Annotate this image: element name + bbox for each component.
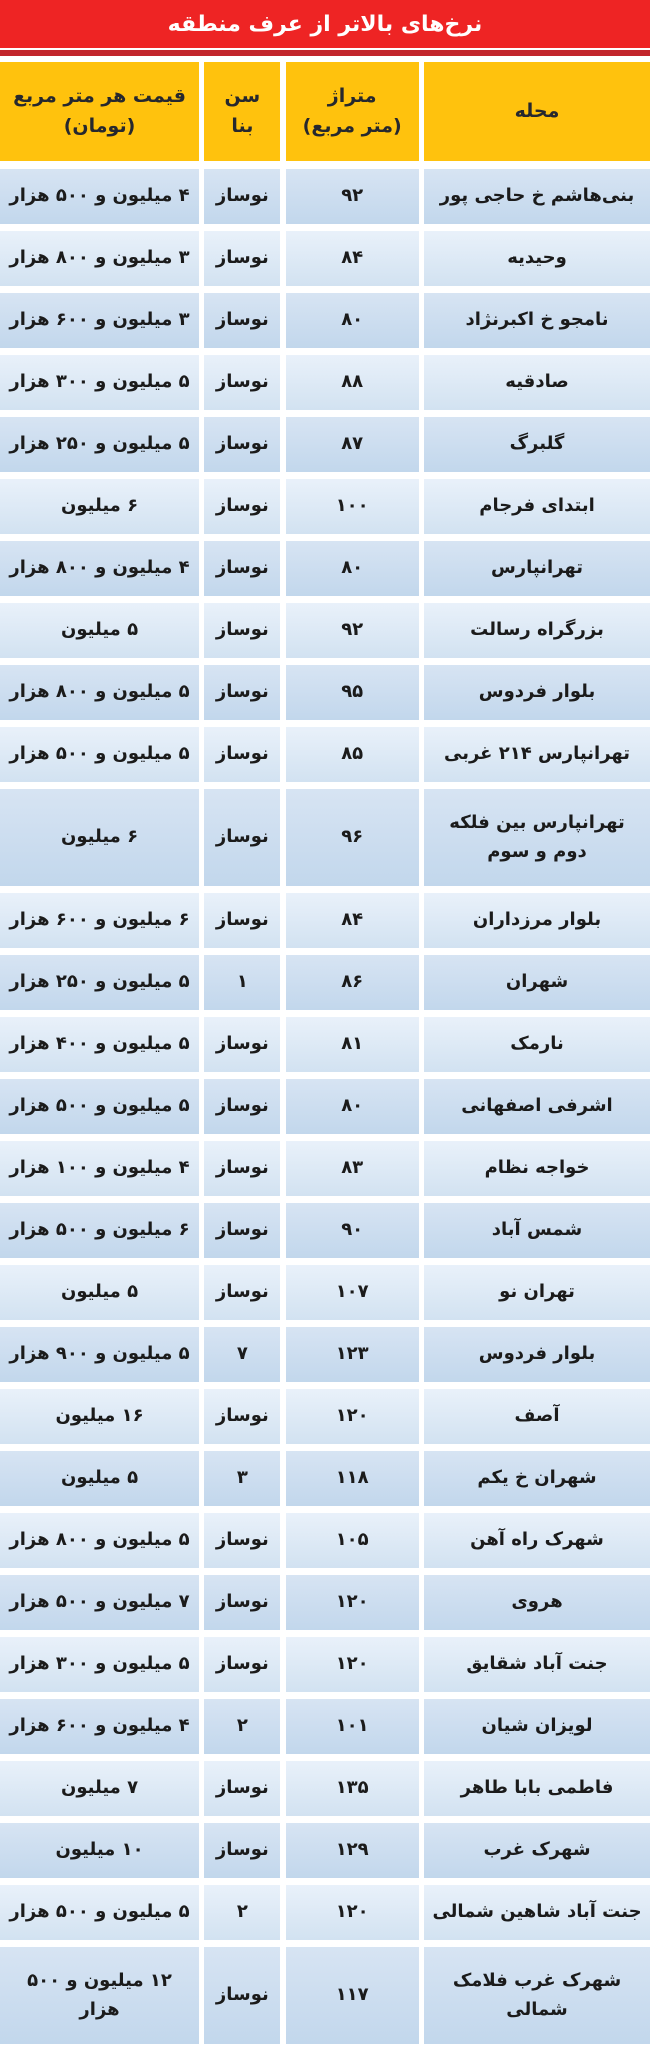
cell-price: ۳ میلیون و ۶۰۰ هزار: [0, 293, 199, 348]
table-row: [0, 665, 650, 720]
cell-price: ۱۰ میلیون: [0, 1823, 199, 1878]
cell-price: ۵ میلیون و ۸۰۰ هزار: [0, 665, 199, 720]
cell-area: ۹۶: [286, 789, 419, 886]
cell-building-age: نوساز: [204, 541, 280, 596]
cell-area: ۱۲۳: [286, 1327, 419, 1382]
cell-price: ۷ میلیون و ۵۰۰ هزار: [0, 1575, 199, 1630]
cell-neighborhood: تهرانپارس: [424, 541, 650, 596]
table-row: [0, 1079, 650, 1134]
table-row: [0, 1141, 650, 1196]
table-row: [0, 293, 650, 348]
table-row: [0, 1699, 650, 1754]
cell-building-age: نوساز: [204, 1389, 280, 1444]
cell-price: ۳ میلیون و ۸۰۰ هزار: [0, 231, 199, 286]
table-row: [0, 603, 650, 658]
cell-area: ۸۰: [286, 293, 419, 348]
cell-price: ۵ میلیون و ۳۰۰ هزار: [0, 355, 199, 410]
cell-neighborhood: بلوار فردوس: [424, 665, 650, 720]
cell-neighborhood: بلوار مرزداران: [424, 893, 650, 948]
table-row: [0, 231, 650, 286]
cell-building-age: نوساز: [204, 1513, 280, 1568]
cell-area: ۸۴: [286, 893, 419, 948]
cell-price: ۴ میلیون و ۱۰۰ هزار: [0, 1141, 199, 1196]
cell-price: ۵ میلیون و ۴۰۰ هزار: [0, 1017, 199, 1072]
cell-neighborhood: تهرانپارس ۲۱۴ غربی: [424, 727, 650, 782]
cell-building-age: نوساز: [204, 1575, 280, 1630]
header-neighborhood-label: محله: [514, 99, 560, 122]
cell-building-age: نوساز: [204, 417, 280, 472]
cell-area: ۸۵: [286, 727, 419, 782]
cell-price: ۵ میلیون: [0, 603, 199, 658]
cell-building-age: ۷: [204, 1327, 280, 1382]
cell-price: ۵ میلیون و ۹۰۰ هزار: [0, 1327, 199, 1382]
cell-building-age: نوساز: [204, 1761, 280, 1816]
table-row: [0, 1823, 650, 1878]
table-row: [0, 1203, 650, 1258]
cell-neighborhood: هروی: [424, 1575, 650, 1630]
table-row: [0, 1265, 650, 1320]
table-row: [0, 1947, 650, 2044]
cell-area: ۸۰: [286, 541, 419, 596]
cell-building-age: نوساز: [204, 1017, 280, 1072]
cell-area: ۱۰۵: [286, 1513, 419, 1568]
cell-building-age: نوساز: [204, 665, 280, 720]
cell-price: ۷ میلیون: [0, 1761, 199, 1816]
table-row: [0, 1575, 650, 1630]
cell-area: ۸۸: [286, 355, 419, 410]
cell-price: ۵ میلیون و ۲۵۰ هزار: [0, 955, 199, 1010]
table-title-bar: [0, 0, 650, 48]
cell-price: ۴ میلیون و ۶۰۰ هزار: [0, 1699, 199, 1754]
table-row: [0, 1637, 650, 1692]
cell-neighborhood: اشرفی اصفهانی: [424, 1079, 650, 1134]
cell-neighborhood: تهران نو: [424, 1265, 650, 1320]
cell-price: ۵ میلیون و ۵۰۰ هزار: [0, 727, 199, 782]
cell-neighborhood: صادقیه: [424, 355, 650, 410]
table-row: [0, 1885, 650, 1940]
cell-area: ۱۲۰: [286, 1389, 419, 1444]
cell-building-age: نوساز: [204, 1203, 280, 1258]
cell-neighborhood: تهرانپارس بین فلکه دوم و سوم: [424, 789, 650, 886]
table-row: [0, 1327, 650, 1382]
cell-area: ۱۲۹: [286, 1823, 419, 1878]
cell-neighborhood: شهرک غرب: [424, 1823, 650, 1878]
page-title: نرخ‌های بالاتر از عرف منطقه: [167, 11, 483, 37]
header-building-age-label: سن بنا: [224, 85, 261, 137]
table-row: [0, 955, 650, 1010]
cell-price: ۱۶ میلیون: [0, 1389, 199, 1444]
cell-neighborhood: جنت آباد شقایق: [424, 1637, 650, 1692]
cell-neighborhood: شهران: [424, 955, 650, 1010]
cell-building-age: ۲: [204, 1885, 280, 1940]
cell-price: ۵ میلیون: [0, 1451, 199, 1506]
cell-area: ۹۲: [286, 169, 419, 224]
cell-neighborhood: نامجو خ اکبرنژاد: [424, 293, 650, 348]
cell-neighborhood: شمس آباد: [424, 1203, 650, 1258]
cell-price: ۵ میلیون: [0, 1265, 199, 1320]
cell-neighborhood: ابتدای فرجام: [424, 479, 650, 534]
cell-area: ۱۲۰: [286, 1575, 419, 1630]
table-row: [0, 1761, 650, 1816]
title-underline: [0, 50, 650, 56]
cell-area: ۱۰۱: [286, 1699, 419, 1754]
cell-area: ۸۶: [286, 955, 419, 1010]
cell-price: ۶ میلیون و ۶۰۰ هزار: [0, 893, 199, 948]
cell-neighborhood: گلبرگ: [424, 417, 650, 472]
header-building-age: [204, 62, 280, 161]
cell-area: ۸۴: [286, 231, 419, 286]
cell-price: ۵ میلیون و ۳۰۰ هزار: [0, 1637, 199, 1692]
cell-building-age: نوساز: [204, 231, 280, 286]
cell-area: ۱۱۸: [286, 1451, 419, 1506]
table-row: [0, 893, 650, 948]
cell-area: ۱۲۰: [286, 1885, 419, 1940]
cell-price: ۶ میلیون: [0, 479, 199, 534]
cell-neighborhood: نارمک: [424, 1017, 650, 1072]
cell-area: ۹۰: [286, 1203, 419, 1258]
table-row: [0, 1513, 650, 1568]
header-neighborhood: [424, 62, 650, 161]
cell-area: ۱۰۷: [286, 1265, 419, 1320]
cell-price: ۴ میلیون و ۵۰۰ هزار: [0, 169, 199, 224]
cell-price: ۵ میلیون و ۵۰۰ هزار: [0, 1079, 199, 1134]
cell-price: ۵ میلیون و ۲۵۰ هزار: [0, 417, 199, 472]
cell-area: ۱۱۷: [286, 1947, 419, 2044]
cell-building-age: نوساز: [204, 1637, 280, 1692]
cell-area: ۹۵: [286, 665, 419, 720]
cell-area: ۸۰: [286, 1079, 419, 1134]
cell-building-age: نوساز: [204, 893, 280, 948]
cell-area: ۹۲: [286, 603, 419, 658]
header-price-label-line2: (تومان): [63, 114, 136, 137]
cell-price: ۵ میلیون و ۵۰۰ هزار: [0, 1885, 199, 1940]
table-row: [0, 355, 650, 410]
table-row: [0, 1017, 650, 1072]
cell-building-age: نوساز: [204, 1947, 280, 2044]
table-row: [0, 1389, 650, 1444]
cell-price: ۴ میلیون و ۸۰۰ هزار: [0, 541, 199, 596]
cell-building-age: نوساز: [204, 1823, 280, 1878]
cell-price: ۱۲ میلیون و ۵۰۰ هزار: [0, 1947, 199, 2044]
header-area: [286, 62, 419, 161]
table-body: [0, 169, 650, 2044]
cell-building-age: نوساز: [204, 479, 280, 534]
cell-area: ۸۳: [286, 1141, 419, 1196]
cell-neighborhood: بنی‌هاشم خ حاجی پور: [424, 169, 650, 224]
table-row: [0, 417, 650, 472]
header-price: [0, 62, 199, 161]
cell-building-age: ۲: [204, 1699, 280, 1754]
cell-neighborhood: بلوار فردوس: [424, 1327, 650, 1382]
header-area-label-line1: متراژ: [327, 85, 377, 108]
table-header-row: [0, 62, 650, 161]
cell-building-age: ۳: [204, 1451, 280, 1506]
cell-price: ۶ میلیون و ۵۰۰ هزار: [0, 1203, 199, 1258]
cell-building-age: نوساز: [204, 603, 280, 658]
cell-area: ۸۷: [286, 417, 419, 472]
cell-price: ۶ میلیون: [0, 789, 199, 886]
cell-neighborhood: لویزان شیان: [424, 1699, 650, 1754]
header-area-label-line2: (متر مربع): [302, 114, 402, 137]
cell-area: ۸۱: [286, 1017, 419, 1072]
table-row: [0, 169, 650, 224]
cell-building-age: نوساز: [204, 1265, 280, 1320]
cell-building-age: نوساز: [204, 355, 280, 410]
cell-area: ۱۲۰: [286, 1637, 419, 1692]
cell-neighborhood: شهران خ یکم: [424, 1451, 650, 1506]
cell-neighborhood: شهرک غرب فلامک شمالی: [424, 1947, 650, 2044]
cell-area: ۱۳۵: [286, 1761, 419, 1816]
cell-building-age: نوساز: [204, 1141, 280, 1196]
table-row: [0, 789, 650, 886]
cell-neighborhood: فاطمی بابا طاهر: [424, 1761, 650, 1816]
table-row: [0, 541, 650, 596]
cell-neighborhood: بزرگراه رسالت: [424, 603, 650, 658]
cell-building-age: نوساز: [204, 1079, 280, 1134]
table-row: [0, 1451, 650, 1506]
table-row: [0, 727, 650, 782]
cell-neighborhood: جنت آباد شاهین شمالی: [424, 1885, 650, 1940]
cell-building-age: نوساز: [204, 293, 280, 348]
cell-neighborhood: خواجه نظام: [424, 1141, 650, 1196]
cell-neighborhood: شهرک راه آهن: [424, 1513, 650, 1568]
header-price-label-line1: قیمت هر متر مربع: [13, 85, 186, 108]
cell-price: ۵ میلیون و ۸۰۰ هزار: [0, 1513, 199, 1568]
cell-building-age: ۱: [204, 955, 280, 1010]
cell-neighborhood: وحیدیه: [424, 231, 650, 286]
cell-neighborhood: آصف: [424, 1389, 650, 1444]
cell-building-age: نوساز: [204, 789, 280, 886]
cell-area: ۱۰۰: [286, 479, 419, 534]
cell-building-age: نوساز: [204, 727, 280, 782]
cell-building-age: نوساز: [204, 169, 280, 224]
table-row: [0, 479, 650, 534]
